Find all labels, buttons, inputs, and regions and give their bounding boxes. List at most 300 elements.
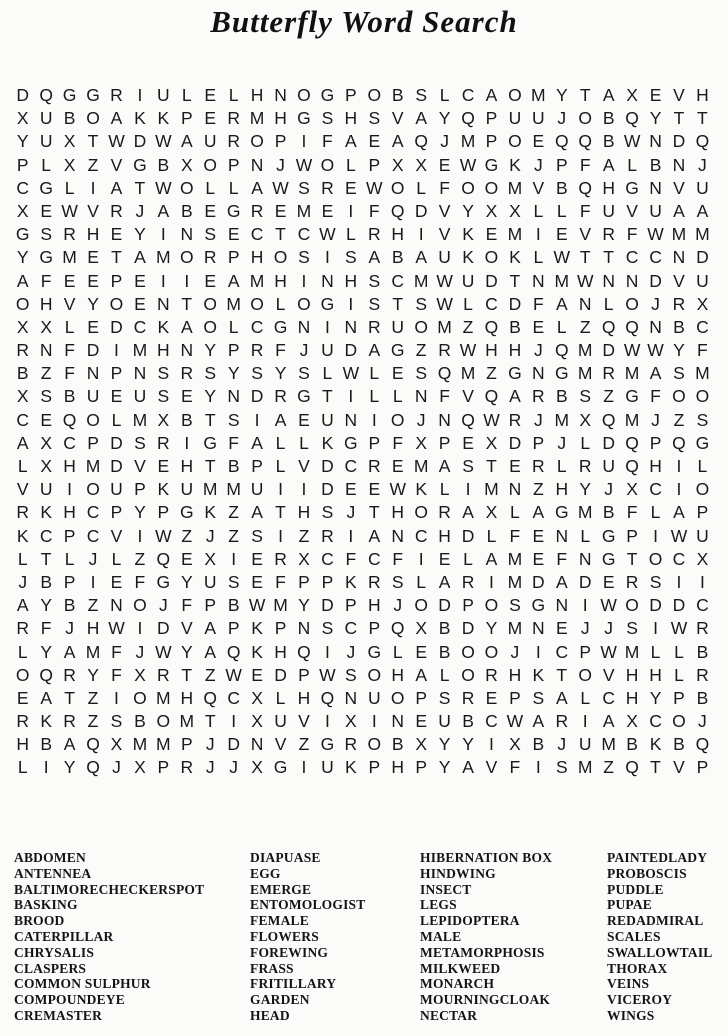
grid-letter: M <box>507 548 523 569</box>
grid-letter: M <box>437 316 452 337</box>
grid-letter: B <box>649 154 662 175</box>
grid-letter: J <box>135 200 145 221</box>
grid-letter: A <box>251 432 263 453</box>
grid-letter: O <box>15 293 30 314</box>
grid-letter: C <box>297 224 311 245</box>
grid-letter: Y <box>649 108 662 129</box>
grid-letter: N <box>649 131 662 152</box>
grid-letter: H <box>274 270 287 291</box>
grid-letter: H <box>180 456 194 476</box>
grid-letter: L <box>439 479 450 500</box>
word-item: HEAD <box>250 1007 290 1023</box>
grid-letter: M <box>531 85 546 105</box>
grid-letter: O <box>578 108 593 129</box>
grid-letter: P <box>438 432 451 453</box>
grid-letter: I <box>348 200 354 221</box>
grid-letter: R <box>16 340 30 361</box>
grid-letter: S <box>368 270 381 291</box>
grid-letter: A <box>63 641 76 662</box>
grid-letter: M <box>249 270 265 291</box>
grid-letter: N <box>532 270 545 291</box>
grid-letter: Q <box>39 664 53 685</box>
grid-letter: W <box>108 618 125 639</box>
grid-letter: F <box>181 595 193 616</box>
grid-letter: X <box>345 711 357 732</box>
grid-letter: A <box>509 386 521 407</box>
grid-letter: U <box>180 479 194 500</box>
grid-letter: T <box>64 687 75 708</box>
grid-letter: B <box>40 571 52 592</box>
grid-letter: A <box>110 177 123 198</box>
grid-letter: E <box>251 664 263 685</box>
grid-letter: E <box>438 154 451 175</box>
grid-letter: I <box>137 525 143 546</box>
word-list-column-1 <box>14 850 204 1024</box>
grid-letter: W <box>576 270 594 291</box>
grid-letter: D <box>133 131 147 152</box>
grid-row <box>11 455 714 478</box>
grid-letter: Q <box>601 409 616 430</box>
grid-letter: Z <box>204 664 216 685</box>
grid-letter: A <box>274 409 287 430</box>
grid-letter: A <box>532 711 545 732</box>
grid-letter: C <box>321 548 334 569</box>
grid-letter: N <box>532 618 545 639</box>
grid-letter: Q <box>554 131 569 152</box>
grid-letter: E <box>509 456 521 476</box>
grid-letter: S <box>509 595 521 616</box>
word-item: GARDEN <box>250 992 310 1008</box>
grid-letter: P <box>579 641 592 662</box>
grid-letter: A <box>368 340 381 361</box>
grid-letter: J <box>158 595 168 616</box>
grid-letter: P <box>368 618 381 639</box>
grid-letter: M <box>554 270 570 291</box>
grid-letter: O <box>390 177 405 198</box>
grid-letter: E <box>87 247 99 268</box>
grid-letter: C <box>16 409 30 430</box>
grid-letter: P <box>274 131 287 152</box>
grid-letter: L <box>533 200 544 221</box>
grid-letter: A <box>251 177 263 198</box>
grid-row <box>11 525 714 548</box>
grid-letter: J <box>205 525 215 546</box>
grid-letter: W <box>647 224 664 245</box>
grid-letter: D <box>508 432 522 453</box>
grid-letter: L <box>369 386 380 407</box>
grid-letter: G <box>625 386 639 407</box>
grid-letter: A <box>696 200 709 221</box>
grid-letter: J <box>416 409 426 430</box>
grid-letter: E <box>204 200 217 221</box>
grid-letter: M <box>226 293 241 314</box>
grid-letter: P <box>415 757 427 778</box>
grid-letter: B <box>532 734 545 755</box>
grid-letter: P <box>227 247 240 268</box>
grid-letter: W <box>319 664 336 685</box>
grid-letter: Y <box>438 757 451 778</box>
grid-letter: Z <box>298 734 310 755</box>
grid-letter: L <box>580 432 591 453</box>
grid-letter: A <box>602 154 615 175</box>
grid-letter: G <box>39 247 53 268</box>
grid-letter: U <box>508 108 522 129</box>
grid-letter: I <box>184 432 190 453</box>
grid-letter: V <box>673 85 685 105</box>
grid-letter: L <box>275 456 286 476</box>
grid-letter: M <box>624 363 640 384</box>
grid-letter: Z <box>87 595 99 616</box>
grid-letter: K <box>462 224 474 245</box>
grid-letter: A <box>673 200 685 221</box>
grid-letter: V <box>180 618 193 639</box>
grid-letter: G <box>179 502 194 523</box>
grid-letter: B <box>696 641 709 662</box>
grid-letter: J <box>533 409 543 430</box>
grid-letter: D <box>414 200 428 221</box>
grid-letter: I <box>137 618 143 639</box>
grid-letter: E <box>368 479 381 500</box>
grid-letter: E <box>110 224 123 245</box>
grid-letter: A <box>415 108 427 129</box>
grid-letter: X <box>251 687 263 708</box>
grid-letter: E <box>532 525 545 546</box>
grid-letter: C <box>649 711 662 732</box>
grid-letter: D <box>461 525 475 546</box>
grid-letter: R <box>461 687 475 708</box>
grid-letter: E <box>134 270 146 291</box>
grid-letter: O <box>414 502 428 523</box>
grid-letter: L <box>345 154 356 175</box>
grid-letter: H <box>344 270 358 291</box>
grid-letter: N <box>649 177 662 198</box>
grid-letter: E <box>204 85 217 105</box>
grid-letter: Z <box>228 502 239 523</box>
grid-row <box>11 316 714 339</box>
grid-row <box>11 710 714 733</box>
grid-letter: V <box>16 479 29 500</box>
grid-letter: H <box>274 641 287 662</box>
grid-letter: M <box>413 456 429 476</box>
grid-letter: E <box>438 548 451 569</box>
grid-letter: N <box>438 409 451 430</box>
grid-letter: D <box>461 618 475 639</box>
grid-letter: D <box>696 247 709 268</box>
grid-letter: V <box>87 200 99 221</box>
grid-letter: N <box>344 687 358 708</box>
grid-letter: W <box>506 711 524 732</box>
grid-letter: S <box>696 409 709 430</box>
grid-letter: O <box>414 595 428 616</box>
grid-letter: W <box>225 664 242 685</box>
grid-letter: M <box>577 502 593 523</box>
grid-letter: U <box>321 757 334 778</box>
grid-letter: R <box>16 711 30 732</box>
grid-letter: N <box>391 711 405 732</box>
grid-letter: T <box>275 502 286 523</box>
grid-letter: E <box>180 548 193 569</box>
grid-row <box>11 664 714 687</box>
grid-letter: J <box>346 502 356 523</box>
grid-letter: T <box>111 247 122 268</box>
grid-letter: K <box>345 757 357 778</box>
word-item: DIAPUASE <box>250 850 321 865</box>
grid-letter: C <box>16 177 30 198</box>
grid-letter: F <box>134 571 146 592</box>
grid-row <box>11 409 714 432</box>
grid-letter: C <box>39 525 53 546</box>
grid-letter: H <box>555 479 569 500</box>
grid-row <box>11 362 714 385</box>
grid-letter: I <box>301 479 307 500</box>
grid-letter: H <box>63 456 76 476</box>
grid-letter: L <box>416 177 427 198</box>
grid-letter: J <box>65 618 74 639</box>
grid-letter: S <box>298 247 310 268</box>
grid-letter: H <box>274 108 287 129</box>
grid-letter: S <box>40 224 52 245</box>
word-item: FRASS <box>250 960 294 976</box>
grid-letter: A <box>415 664 427 685</box>
word-item: HIBERNATION BOX <box>420 850 553 865</box>
grid-letter: X <box>251 757 263 778</box>
grid-letter: V <box>274 734 287 755</box>
grid-letter: U <box>578 734 592 755</box>
grid-letter: A <box>63 734 76 755</box>
grid-letter: X <box>16 200 29 221</box>
grid-letter: M <box>179 711 195 732</box>
grid-letter: Y <box>87 664 99 685</box>
grid-letter: N <box>180 224 194 245</box>
grid-letter: T <box>204 711 216 732</box>
grid-letter: S <box>298 177 310 198</box>
grid-letter: O <box>320 154 335 175</box>
grid-letter: P <box>63 571 76 592</box>
grid-letter: O <box>367 85 382 105</box>
grid-letter: O <box>273 247 288 268</box>
grid-letter: E <box>391 456 404 476</box>
grid-letter: V <box>626 200 638 221</box>
grid-letter: T <box>673 108 685 129</box>
grid-letter: U <box>532 108 545 129</box>
grid-letter: O <box>179 177 194 198</box>
grid-letter: E <box>485 687 498 708</box>
grid-letter: A <box>227 270 240 291</box>
grid-letter: I <box>67 479 73 500</box>
grid-letter: O <box>461 664 475 685</box>
grid-letter: I <box>278 525 283 546</box>
grid-letter: I <box>676 456 682 476</box>
grid-letter: R <box>508 409 522 430</box>
word-item: FLOWERS <box>250 928 319 944</box>
grid-letter: U <box>696 270 709 291</box>
grid-letter: G <box>273 757 288 778</box>
grid-letter: U <box>110 479 123 500</box>
grid-row <box>11 293 714 316</box>
grid-letter: Q <box>203 687 218 708</box>
grid-letter: L <box>603 293 614 314</box>
grid-letter: S <box>438 687 451 708</box>
grid-letter: Y <box>579 479 592 500</box>
grid-letter: P <box>110 502 123 523</box>
grid-letter: H <box>438 525 451 546</box>
grid-letter: W <box>155 525 172 546</box>
word-item: BASKING <box>14 897 78 913</box>
grid-letter: Q <box>695 131 710 152</box>
grid-letter: K <box>157 108 170 129</box>
grid-letter: V <box>391 108 404 129</box>
grid-letter: H <box>391 757 405 778</box>
grid-letter: R <box>63 224 76 245</box>
grid-letter: Z <box>87 687 99 708</box>
grid-letter: C <box>649 247 662 268</box>
grid-letter: P <box>16 154 29 175</box>
grid-letter: Y <box>16 247 29 268</box>
grid-letter: A <box>40 687 52 708</box>
grid-letter: M <box>577 340 593 361</box>
grid-letter: D <box>157 618 170 639</box>
grid-letter: L <box>533 247 544 268</box>
grid-letter: Z <box>486 363 497 384</box>
grid-letter: T <box>579 247 591 268</box>
grid-letter: Z <box>415 340 427 361</box>
grid-letter: T <box>509 270 521 291</box>
grid-letter: M <box>249 108 265 129</box>
grid-letter: L <box>650 502 661 523</box>
grid-letter: I <box>535 641 541 662</box>
grid-letter: W <box>389 479 406 500</box>
grid-letter: E <box>274 200 287 221</box>
grid-letter: S <box>298 363 310 384</box>
word-item: CREMASTER <box>14 1007 103 1023</box>
grid-letter: J <box>205 734 215 755</box>
grid-letter: S <box>415 85 427 105</box>
grid-letter: I <box>348 525 354 546</box>
grid-letter: C <box>649 479 662 500</box>
word-list-column-2 <box>250 850 365 1024</box>
grid-letter: R <box>63 664 76 685</box>
grid-letter: J <box>112 757 121 778</box>
grid-letter: N <box>86 363 100 384</box>
grid-letter: P <box>696 502 709 523</box>
grid-letter: D <box>508 293 522 314</box>
grid-letter: M <box>484 479 499 500</box>
grid-letter: L <box>556 316 567 337</box>
grid-letter: W <box>155 131 172 152</box>
grid-letter: H <box>86 618 100 639</box>
grid-letter: M <box>507 571 523 592</box>
grid-letter: P <box>345 85 357 105</box>
grid-letter: E <box>110 571 123 592</box>
grid-letter: R <box>696 664 709 685</box>
grid-letter: Y <box>16 131 29 152</box>
grid-letter: F <box>111 641 122 662</box>
grid-letter: S <box>673 363 685 384</box>
grid-letter: X <box>16 386 29 407</box>
grid-letter: A <box>251 502 263 523</box>
grid-letter: L <box>111 548 122 569</box>
word-item: COMMON SULPHUR <box>14 976 151 992</box>
grid-letter: L <box>674 664 684 685</box>
grid-letter: Y <box>134 502 146 523</box>
grid-letter: S <box>321 618 334 639</box>
grid-letter: D <box>649 270 662 291</box>
grid-letter: U <box>438 711 451 732</box>
grid-letter: X <box>626 85 638 105</box>
grid-letter: A <box>16 270 29 291</box>
grid-letter: C <box>250 224 264 245</box>
grid-letter: E <box>485 224 498 245</box>
word-item: REDADMIRAL <box>607 913 704 929</box>
grid-letter: L <box>345 224 356 245</box>
grid-letter: L <box>627 154 637 175</box>
grid-row <box>11 339 714 362</box>
grid-letter: I <box>254 409 260 430</box>
grid-letter: T <box>486 456 497 476</box>
grid-letter: M <box>577 363 593 384</box>
grid-letter: G <box>531 595 546 616</box>
grid-letter: T <box>697 108 708 129</box>
grid-letter: G <box>344 432 358 453</box>
grid-letter: L <box>17 548 28 569</box>
grid-letter: A <box>462 502 474 523</box>
grid-letter: J <box>440 131 449 152</box>
grid-letter: Z <box>228 525 239 546</box>
grid-letter: B <box>391 247 404 268</box>
grid-letter: J <box>604 618 614 639</box>
grid-letter: E <box>555 618 568 639</box>
grid-letter: I <box>324 247 330 268</box>
grid-letter: O <box>508 85 522 105</box>
grid-letter: X <box>40 316 52 337</box>
grid-letter: H <box>391 502 405 523</box>
grid-letter: U <box>39 131 53 152</box>
grid-letter: R <box>16 502 30 523</box>
grid-letter: Y <box>485 618 498 639</box>
grid-letter: R <box>696 618 709 639</box>
word-item: PUDDLE <box>607 881 664 897</box>
grid-letter: L <box>275 432 286 453</box>
grid-letter: W <box>600 641 617 662</box>
grid-letter: R <box>16 618 30 639</box>
grid-letter: L <box>299 432 309 453</box>
word-item: PUPAE <box>607 897 652 913</box>
grid-letter: S <box>227 571 240 592</box>
grid-letter: I <box>301 131 307 152</box>
grid-letter: O <box>695 386 710 407</box>
grid-letter: R <box>367 316 381 337</box>
grid-letter: D <box>602 432 615 453</box>
grid-letter: X <box>485 432 498 453</box>
grid-letter: K <box>415 479 427 500</box>
word-item: INSECT <box>420 881 472 897</box>
grid-letter: R <box>180 757 194 778</box>
grid-letter: F <box>275 571 286 592</box>
grid-letter: S <box>391 571 404 592</box>
grid-letter: A <box>180 316 193 337</box>
grid-letter: A <box>438 456 451 476</box>
grid-letter: S <box>227 409 240 430</box>
grid-letter: M <box>273 595 288 616</box>
grid-letter: A <box>485 548 498 569</box>
grid-letter: E <box>251 571 263 592</box>
grid-row <box>11 641 714 664</box>
grid-letter: E <box>227 224 240 245</box>
grid-letter: O <box>461 641 475 662</box>
grid-letter: P <box>227 618 240 639</box>
grid-letter: X <box>626 479 638 500</box>
word-item: CATERPILLAR <box>14 928 114 944</box>
